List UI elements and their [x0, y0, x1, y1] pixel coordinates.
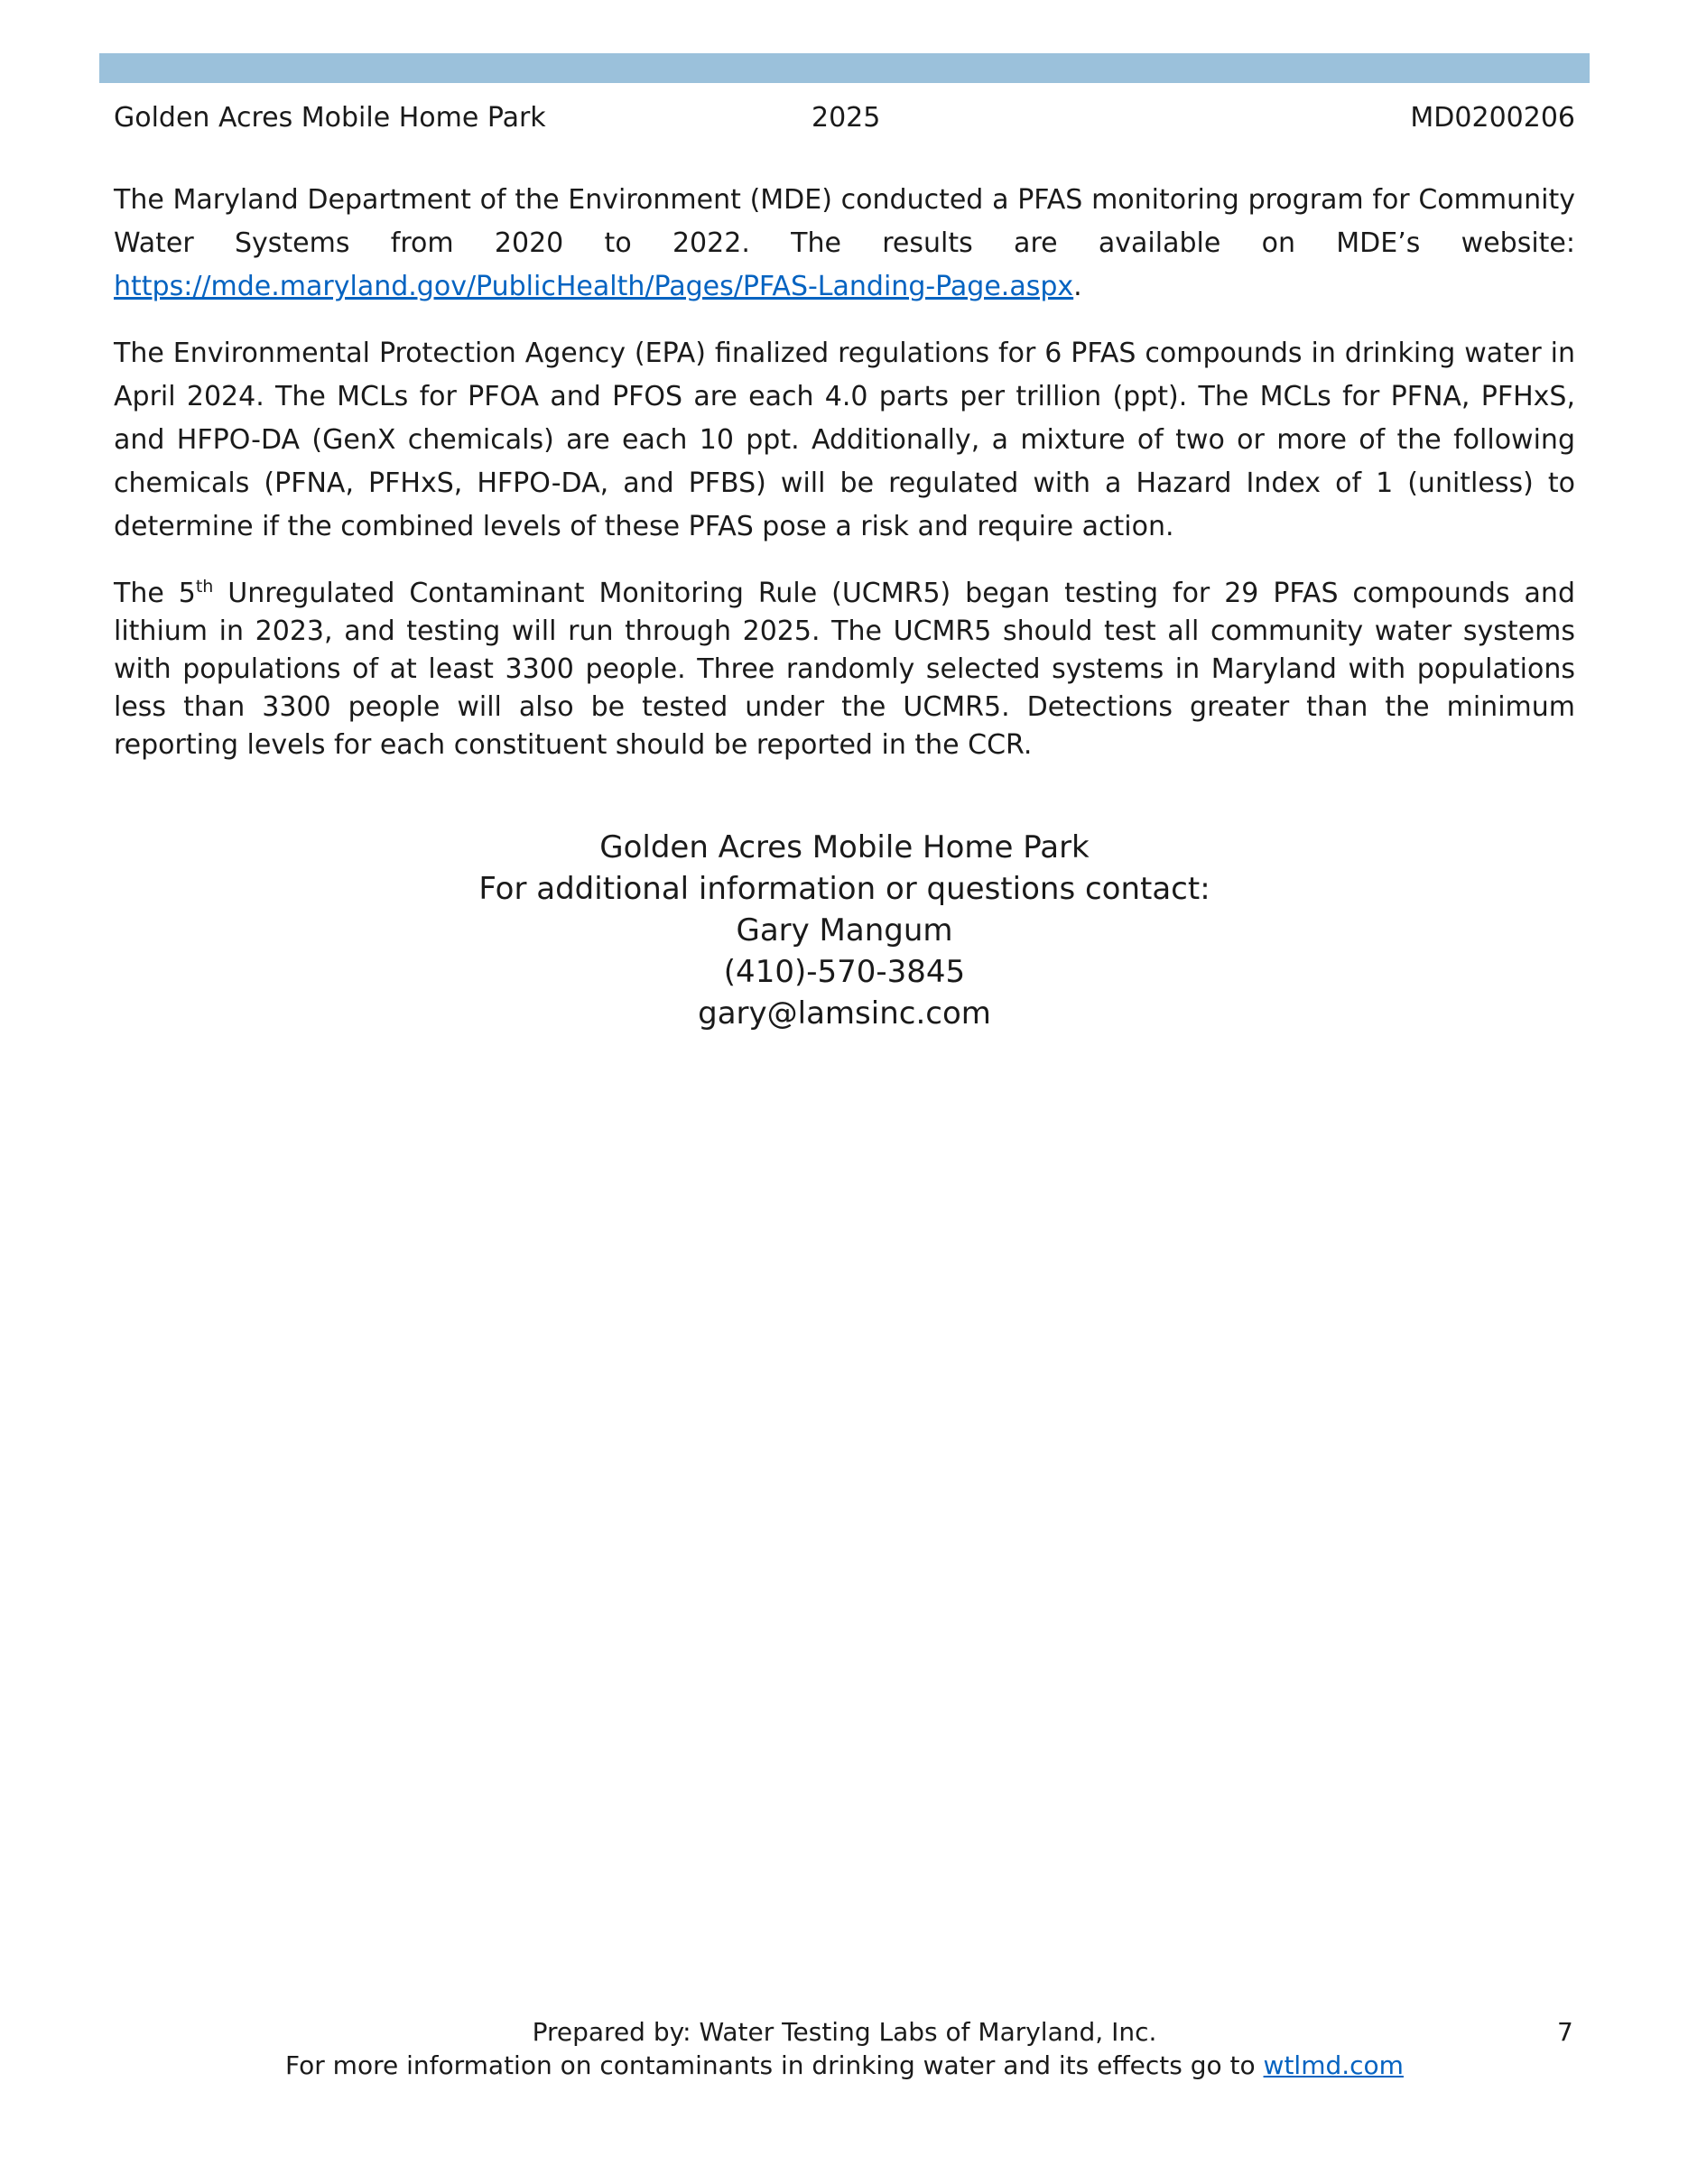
footer-more-info [114, 2049, 1575, 2082]
contact-block [114, 827, 1575, 1034]
header-pwsid: MD0200206 [1410, 102, 1575, 134]
page-header [114, 99, 1575, 137]
header-system-name: Golden Acres Mobile Home Park [114, 102, 546, 134]
mde-link[interactable]: https://mde.maryland.gov/PublicHealth/Pages/PFAS-Landing-Page.aspx [114, 271, 1074, 302]
contact-system-name: Golden Acres Mobile Home Park [599, 829, 1090, 865]
epa-paragraph: The Environmental Protection Agency (EPA) finalized regulations for 6 PFAS compounds in drinking water in April 2024. The MCLs for PFOA and PFOS are each 4.0 parts per trillion (ppt). The MCLs for PFNA, PFHxS, and HFPO-DA (GenX chemicals) are each 10 ppt. Additionally, a mixture of two or more of the following chemicals (PFNA, PFHxS, HFPO-DA, and PFBS) will be regulated with a Hazard Index of 1 (unitless) to determine if the combined levels of these PFAS pose a risk and require action. [114, 338, 1575, 542]
contact-name: Gary Mangum [736, 912, 953, 949]
contact-prompt: For additional information or questions contact: [478, 871, 1210, 907]
mde-paragraph [114, 179, 1575, 309]
ucmr-paragraph-rest: Unregulated Contaminant Monitoring Rule (UCMR5) began testing for 29 PFAS compounds and lithium in 2023, and testing will run through 2025. The UCMR5 should test all community water systems with populations of at least 3300 people. Three randomly selected systems in Maryland with populations less than 3300 people will also be tested under the UCMR5. Detections greater than the minimum reporting levels for each constituent should be reported in the CCR. [114, 578, 1575, 761]
ucmr-ordinal-suffix: th [195, 577, 214, 597]
mde-paragraph-text: The Maryland Department of the Environment (MDE) conducted a PFAS monitoring program for Community Water Systems from 2020 to 2022. The results are available on MDE’s website: [114, 184, 1575, 259]
mde-paragraph-end: . [1073, 271, 1082, 302]
ucmr-paragraph [114, 575, 1575, 764]
footer-link[interactable]: wtlmd.com [1263, 2050, 1404, 2080]
header-bar [99, 53, 1590, 83]
footer-more-info-text: For more information on contaminants in drinking water and its effects go to [285, 2050, 1264, 2080]
header-year: 2025 [812, 102, 881, 134]
contact-email: gary@lamsinc.com [698, 995, 991, 1032]
ucmr-paragraph-start: The 5 [114, 578, 196, 609]
footer-prepared-by: Prepared by: Water Testing Labs of Maryland, Inc. [532, 2017, 1157, 2047]
page-number: 7 [1557, 2017, 1573, 2047]
page-footer [114, 2015, 1575, 2082]
contact-phone: (410)-570-3845 [723, 954, 966, 990]
